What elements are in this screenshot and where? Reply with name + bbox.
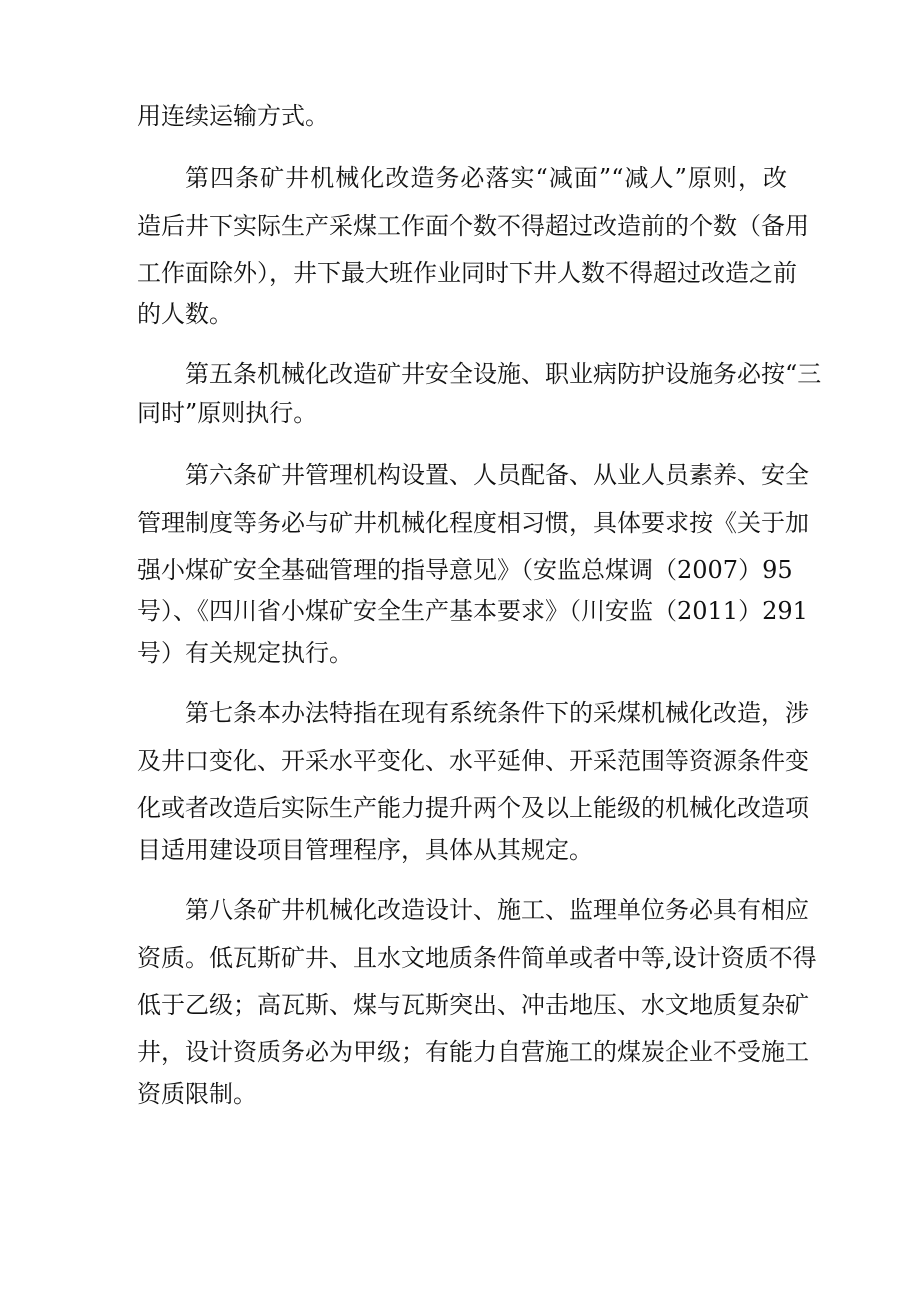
paragraph-line: 强小煤矿安全基础管理的指导意见》（安监总煤调（2007）95 (137, 556, 793, 584)
paragraph-line: 井，设计资质务必为甲级；有能力自营施工的煤炭企业不受施工 (137, 1038, 809, 1066)
paragraph-line: 目适用建设项目管理程序，具体从其规定。 (137, 836, 593, 864)
paragraph-line: 第五条机械化改造矿井安全设施、职业病防护设施务必按“三 (185, 360, 822, 388)
paragraph-line: 用连续运输方式。 (137, 102, 329, 130)
paragraph-line: 的人数。 (137, 300, 233, 328)
paragraph-line: 及井口变化、开采水平变化、水平延伸、开采范围等资源条件变 (137, 747, 809, 775)
paragraph-line: 同时”原则执行。 (137, 399, 318, 427)
paragraph-line: 号）、《四川省小煤矿安全生产基本要求》（川安监（2011）291 (137, 597, 808, 625)
paragraph-line: 工作面除外），井下最大班作业同时下井人数不得超过改造之前 (137, 259, 797, 287)
paragraph-line: 第六条矿井管理机构设置、人员配备、从业人员素养、安全 (185, 461, 809, 489)
paragraph-line: 第七条本办法特指在现有系统条件下的采煤机械化改造，涉 (185, 699, 809, 727)
paragraph-line: 资质。低瓦斯矿井、且水文地质条件简单或者中等,设计资质不得 (137, 944, 817, 972)
paragraph-line: 化或者改造后实际生产能力提升两个及以上能级的机械化改造项 (137, 794, 809, 822)
paragraph-line: 管理制度等务必与矿井机械化程度相习惯，具体要求按《关于加 (137, 509, 809, 537)
paragraph-line: 资质限制。 (137, 1080, 257, 1108)
paragraph-line: 号）有关规定执行。 (137, 639, 353, 667)
paragraph-line: 第四条矿井机械化改造务必落实“减面”“减人”原则，改 (185, 164, 787, 192)
paragraph-line: 低于乙级；高瓦斯、煤与瓦斯突出、冲击地压、水文地质复杂矿 (137, 991, 809, 1019)
paragraph-line: 第八条矿井机械化改造设计、施工、监理单位务必具有相应 (185, 896, 809, 924)
paragraph-line: 造后井下实际生产采煤工作面个数不得超过改造前的个数（备用 (137, 212, 809, 240)
